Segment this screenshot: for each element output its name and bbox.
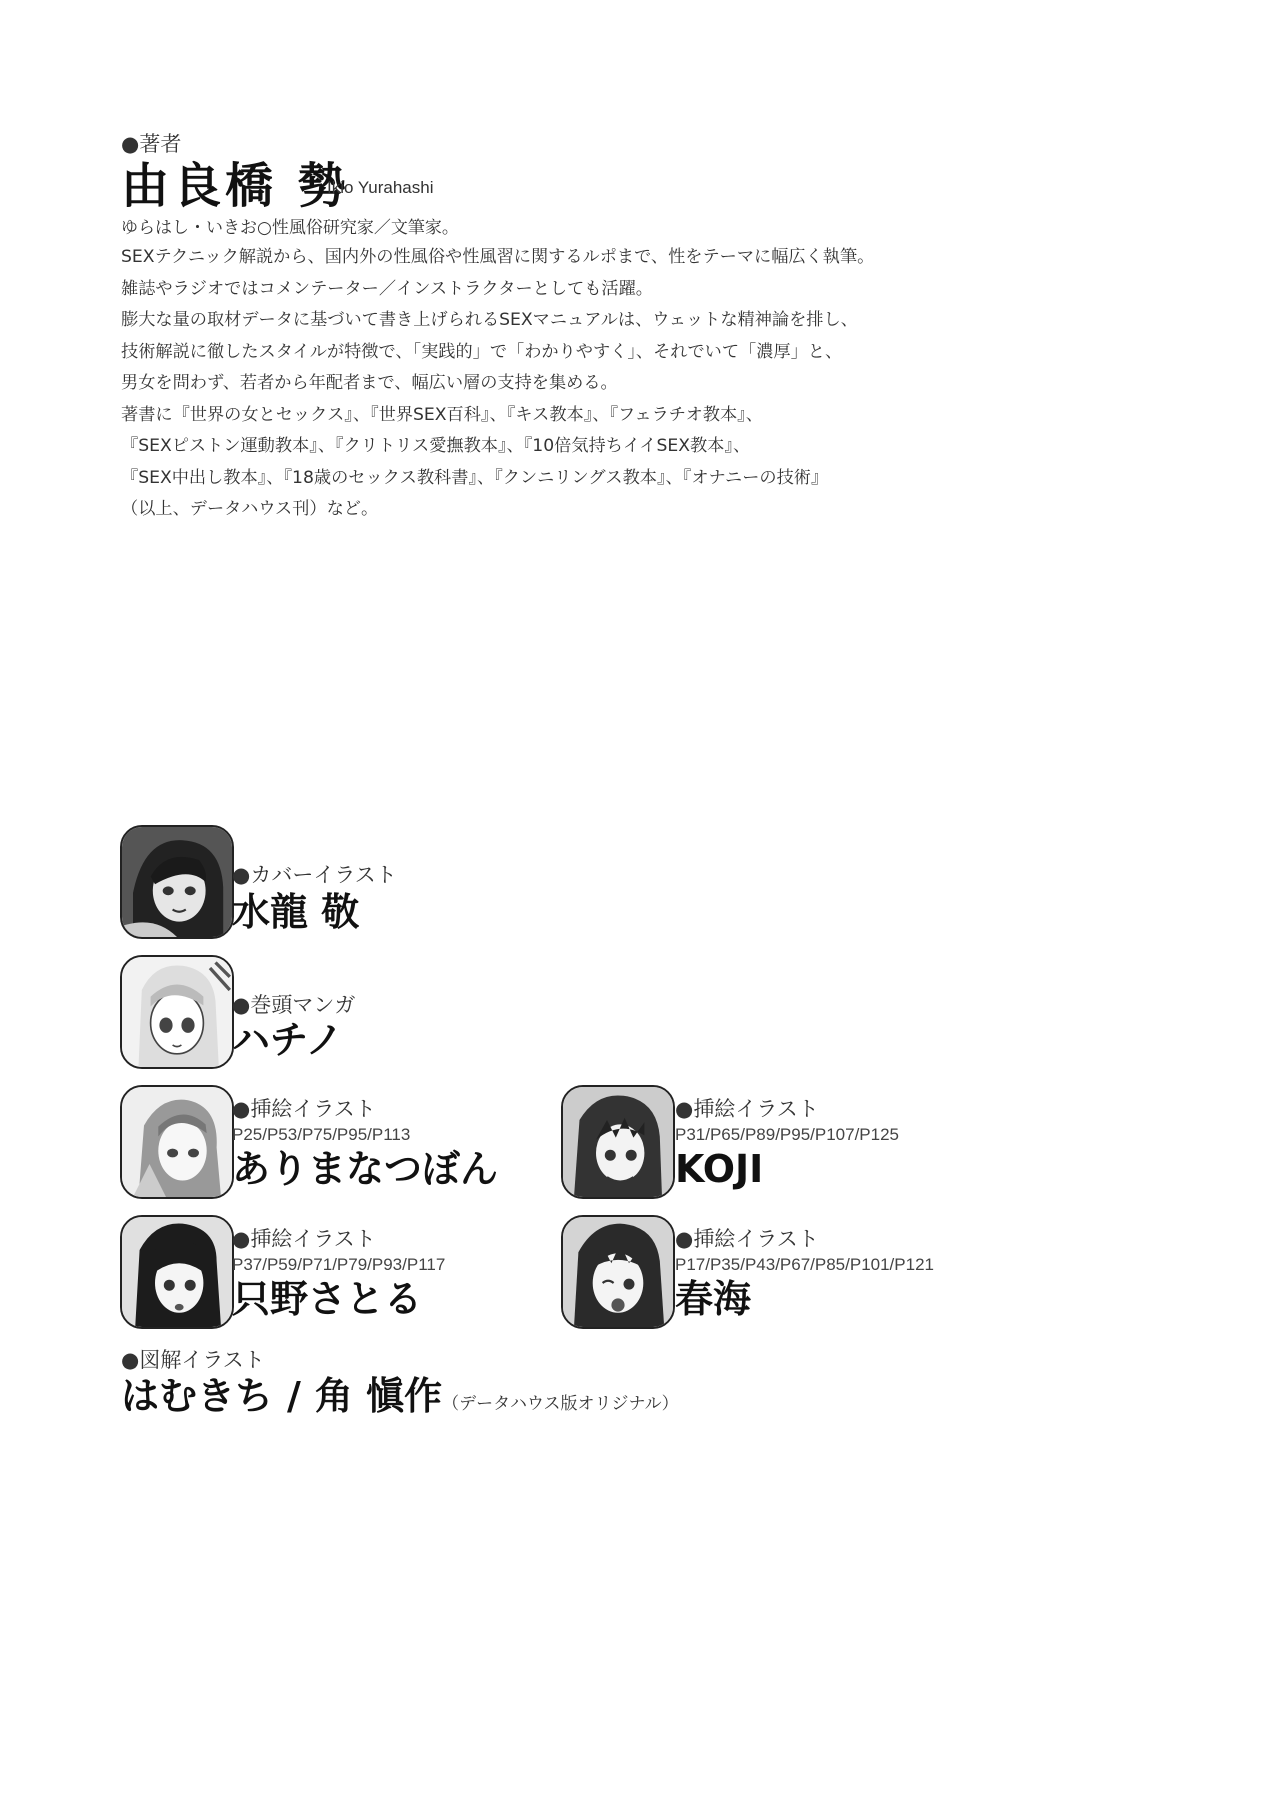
portrait-icon <box>563 1087 673 1197</box>
illustrator-1-pages: P25/P53/P75/P95/P113 <box>232 1125 411 1144</box>
diagram-illust-credit <box>121 1374 679 1418</box>
bio-line: （以上、データハウス刊）など。 <box>121 499 379 519</box>
cover-illust-role: ●カバーイラスト <box>232 863 397 887</box>
illustrator-1-thumbnail <box>120 1085 234 1199</box>
illustrator-1-role: ●挿絵イラスト <box>232 1097 376 1121</box>
author-section-label: ●著者 <box>121 132 182 156</box>
illustrator-2-name: KOJI <box>675 1147 764 1191</box>
illustrator-4-role: ●挿絵イラスト <box>675 1227 819 1251</box>
diagram-illust-note: （データハウス版オリジナル） <box>442 1394 679 1414</box>
portrait-icon <box>122 957 232 1067</box>
author-name: 由良橋 勢 <box>121 158 350 214</box>
illustrator-4-name: 春海 <box>675 1277 752 1321</box>
bio-line: 著書に『世界の女とセックス』、『世界SEX百科』、『キス教本』、『フェラチオ教本』、 <box>121 404 763 425</box>
diagram-illust-role: ●図解イラスト <box>121 1348 265 1372</box>
illustrator-3-pages: P37/P59/P71/P79/P93/P117 <box>232 1255 446 1274</box>
manga-artist-thumbnail <box>120 955 234 1069</box>
diagram-illustrator-1-name: はむきち <box>121 1374 274 1418</box>
bio-line: 男女を問わず、若者から年配者まで、幅広い層の支持を集める。 <box>121 373 618 393</box>
bio-line: 技術解説に徹したスタイルが特徴で、「実践的」で「わかりやすく」、それでいて「濃厚」と、 <box>121 341 843 362</box>
portrait-icon <box>122 827 232 937</box>
illustrator-3-name: 只野さとる <box>232 1277 423 1321</box>
diagram-illustrator-2-name: 角 愼作 <box>314 1374 443 1418</box>
cover-artist-thumbnail <box>120 825 234 939</box>
illustrator-1-name: ありまなつぼん <box>232 1147 499 1191</box>
portrait-icon <box>122 1087 232 1197</box>
bio-line: 『SEXピストン運動教本』、『クリトリス愛撫教本』、『10倍気持ちイイSEX教本』、 <box>121 436 751 456</box>
bio-line: 『SEX中出し教本』、『18歳のセックス教科書』、『クンニリングス教本』、『オナニーの技術』 <box>121 467 829 488</box>
bio-line: 雑誌やラジオではコメンテーター／インストラクターとしても活躍。 <box>121 278 653 299</box>
illustrator-4-pages: P17/P35/P43/P67/P85/P101/P121 <box>675 1255 934 1274</box>
portrait-icon <box>122 1217 232 1327</box>
illustrator-4-thumbnail <box>561 1215 675 1329</box>
illustrator-2-thumbnail <box>561 1085 675 1199</box>
illustrator-3-thumbnail <box>120 1215 234 1329</box>
author-romaji: Ikio Yurahashi <box>327 178 434 197</box>
cover-illust-name: 水龍 敬 <box>232 890 360 934</box>
author-bio <box>121 242 874 526</box>
bio-line: 膨大な量の取材データに基づいて書き上げられるSEXマニュアルは、ウェットな精神論を排し、 <box>121 310 858 330</box>
manga-name: ハチノ <box>232 1018 344 1062</box>
illustrator-2-pages: P31/P65/P89/P95/P107/P125 <box>675 1125 900 1144</box>
manga-role: ●巻頭マンガ <box>232 993 356 1017</box>
name-separator: / <box>287 1374 301 1418</box>
illustrator-3-role: ●挿絵イラスト <box>232 1227 376 1251</box>
bio-line: SEXテクニック解説から、国内外の性風俗や性風習に関するルポまで、性をテーマに幅広く執筆。 <box>121 247 875 267</box>
illustrator-2-role: ●挿絵イラスト <box>675 1097 819 1121</box>
author-profile-title: ゆらはし・いきお○性風俗研究家／文筆家。 <box>121 218 459 238</box>
portrait-icon <box>563 1217 673 1327</box>
